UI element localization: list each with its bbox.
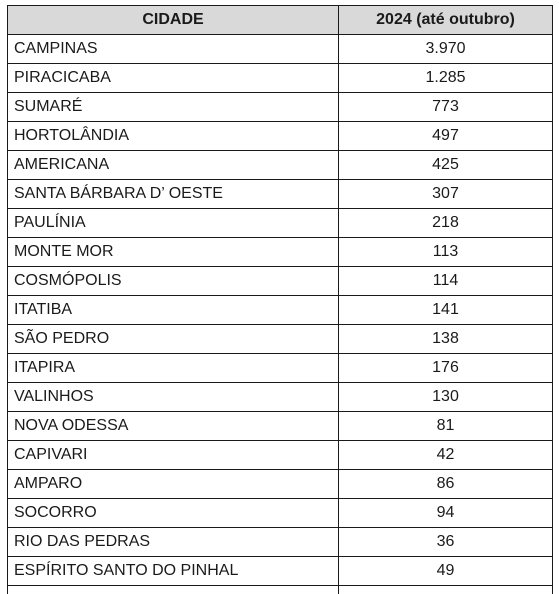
city-name-cell: CAPIVARI [8,441,339,470]
city-value-cell: 307 [339,180,553,209]
column-header-cidade: CIDADE [8,6,339,35]
city-name-cell: PAULÍNIA [8,209,339,238]
city-name-cell: CAMPINAS [8,35,339,64]
table-row-partial [8,586,553,594]
city-name-cell: ITATIBA [8,296,339,325]
city-name-cell: NOVA ODESSA [8,412,339,441]
table-row [8,528,553,557]
city-value-cell: 497 [339,122,553,151]
city-name-cell: HORTOLÂNDIA [8,122,339,151]
city-value-cell: 3.970 [339,35,553,64]
city-data-table [7,5,553,594]
table-row [8,267,553,296]
table-row [8,383,553,412]
table-body [8,35,553,594]
city-name-cell: VALINHOS [8,383,339,412]
table-row [8,412,553,441]
table-row [8,499,553,528]
city-name-cell: PIRACICABA [8,64,339,93]
city-value-cell: 176 [339,354,553,383]
city-value-cell: 138 [339,325,553,354]
table-row [8,325,553,354]
city-name-cell: ESPÍRITO SANTO DO PINHAL [8,557,339,586]
city-value-cell: 114 [339,267,553,296]
city-value-cell: 49 [339,557,553,586]
table-row [8,354,553,383]
city-name-cell: SOCORRO [8,499,339,528]
table-row [8,35,553,64]
empty-cell [8,586,339,594]
city-name-cell: SÃO PEDRO [8,325,339,354]
table-row [8,93,553,122]
table-row [8,64,553,93]
city-value-cell: 130 [339,383,553,412]
city-value-cell: 1.285 [339,64,553,93]
city-name-cell: SUMARÉ [8,93,339,122]
city-name-cell: MONTE MOR [8,238,339,267]
table-row [8,470,553,499]
table-row [8,151,553,180]
city-value-cell: 81 [339,412,553,441]
table-row [8,209,553,238]
city-name-cell: COSMÓPOLIS [8,267,339,296]
city-value-cell: 218 [339,209,553,238]
empty-cell [339,586,553,594]
table-header-row [8,6,553,35]
table-row [8,238,553,267]
city-value-cell: 113 [339,238,553,267]
city-name-cell: AMPARO [8,470,339,499]
city-value-cell: 86 [339,470,553,499]
table-row [8,180,553,209]
table-row [8,441,553,470]
city-name-cell: SANTA BÁRBARA D’ OESTE [8,180,339,209]
table-row [8,557,553,586]
table-row [8,296,553,325]
city-value-cell: 94 [339,499,553,528]
city-value-cell: 425 [339,151,553,180]
city-name-cell: ITAPIRA [8,354,339,383]
city-value-cell: 42 [339,441,553,470]
city-value-cell: 141 [339,296,553,325]
table-row [8,122,553,151]
column-header-2024: 2024 (até outubro) [339,6,553,35]
city-value-cell: 773 [339,93,553,122]
city-name-cell: RIO DAS PEDRAS [8,528,339,557]
city-value-cell: 36 [339,528,553,557]
city-name-cell: AMERICANA [8,151,339,180]
